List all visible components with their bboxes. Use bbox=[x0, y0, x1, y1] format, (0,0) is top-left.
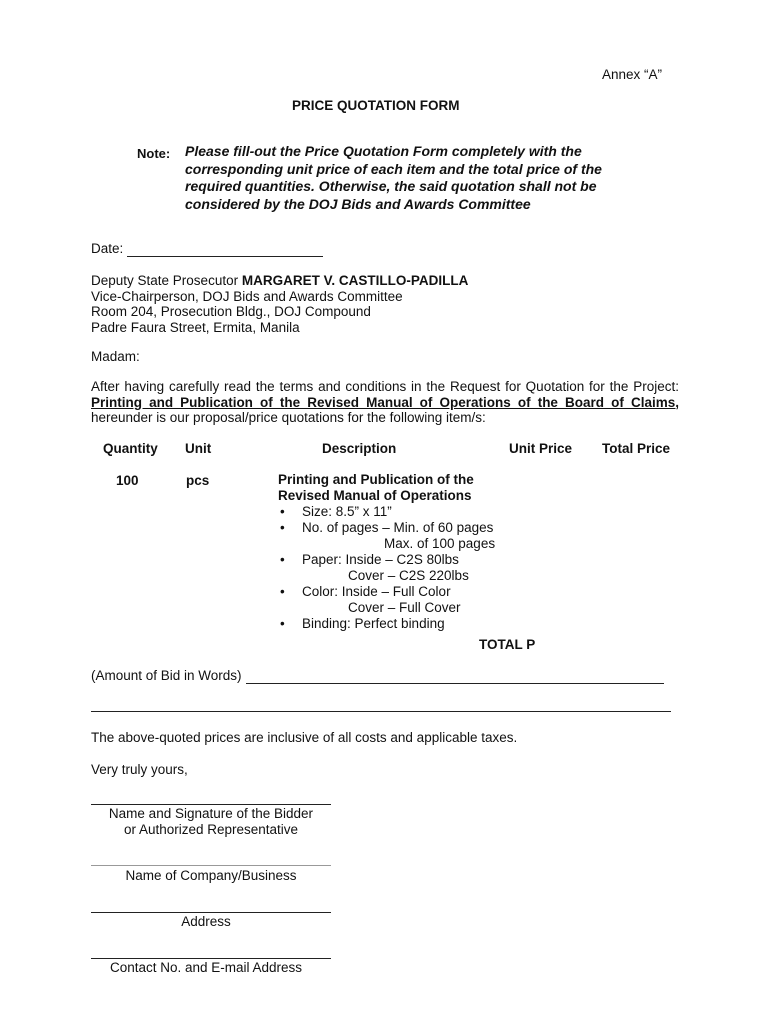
salutation: Madam: bbox=[91, 349, 140, 364]
total-label: TOTAL P bbox=[479, 637, 536, 652]
amount-words-field[interactable] bbox=[246, 670, 664, 684]
spec-list-paper bbox=[278, 552, 495, 568]
item-title-line2: Revised Manual of Operations bbox=[278, 488, 472, 503]
addressee-prefix: Deputy State Prosecutor bbox=[91, 273, 242, 288]
intro-paragraph bbox=[91, 379, 679, 426]
header-total-price: Total Price bbox=[602, 441, 671, 456]
addressee-room: Room 204, Prosecution Bldg., DOJ Compound bbox=[91, 304, 371, 319]
form-title: PRICE QUOTATION FORM bbox=[292, 98, 460, 113]
spec-size: • Size: 8.5” x 11” bbox=[278, 504, 495, 520]
outro-text: hereunder is our proposal/price quotations for the following item/s: bbox=[91, 410, 486, 425]
header-unit: Unit bbox=[185, 441, 212, 456]
spec-paper: • Paper: Inside – C2S 80lbs bbox=[278, 552, 495, 568]
spec-list-binding bbox=[278, 616, 495, 632]
addressee-block bbox=[91, 273, 468, 335]
row-description bbox=[278, 472, 495, 632]
date-row bbox=[91, 241, 323, 257]
spec-list bbox=[278, 504, 495, 536]
project-name: Printing and Publication of the Revised Manual of Operations of the Board of Claims, bbox=[91, 394, 679, 410]
amount-words-row bbox=[91, 668, 664, 684]
spec-binding: • Binding: Perfect binding bbox=[278, 616, 495, 632]
bidder-label-line2: or Authorized Representative bbox=[123, 822, 299, 837]
inclusive-note: The above-quoted prices are inclusive of all costs and applicable taxes. bbox=[91, 730, 518, 745]
bidder-label-line1: Name and Signature of the Bidder bbox=[108, 806, 314, 821]
addressee-street: Padre Faura Street, Ermita, Manila bbox=[91, 319, 300, 335]
date-field[interactable] bbox=[127, 243, 323, 257]
company-label: Name of Company/Business bbox=[125, 868, 297, 883]
addressee-name: MARGARET V. CASTILLO-PADILLA bbox=[241, 273, 469, 288]
address-line[interactable] bbox=[91, 912, 331, 913]
spec-color-cover: Cover – Full Cover bbox=[348, 600, 461, 615]
contact-line[interactable] bbox=[91, 958, 331, 959]
spec-list-color bbox=[278, 584, 495, 600]
note-text: Please fill-out the Price Quotation Form completely with the corresponding unit price of each item and the total price of the required quantities. Otherwise, the said quotation shall not be considered by the DOJ Bids and Awards Committee bbox=[185, 143, 602, 212]
row-quantity: 100 bbox=[116, 473, 139, 488]
row-unit: pcs bbox=[186, 473, 210, 488]
spec-color: • Color: Inside – Full Color bbox=[278, 584, 495, 600]
spec-pages-max: Max. of 100 pages bbox=[384, 536, 496, 551]
intro-text: After having carefully read the terms and conditions in the Request for Quotation for the Project: bbox=[91, 379, 679, 394]
bidder-signature-label bbox=[91, 806, 331, 838]
company-line[interactable] bbox=[91, 865, 331, 866]
note-label: Note: bbox=[137, 146, 171, 161]
contact-label: Contact No. and E-mail Address bbox=[109, 960, 303, 975]
spec-pages: • No. of pages – Min. of 60 pages bbox=[278, 520, 495, 536]
closing: Very truly yours, bbox=[91, 762, 188, 777]
spec-paper-cover: Cover – C2S 220lbs bbox=[348, 568, 469, 583]
header-quantity: Quantity bbox=[103, 441, 158, 456]
date-label: Date: bbox=[91, 241, 124, 256]
addressee-position: Vice-Chairperson, DOJ Bids and Awards Committee bbox=[91, 288, 403, 304]
annex-label: Annex “A” bbox=[602, 67, 663, 82]
amount-words-second-line[interactable] bbox=[91, 711, 671, 712]
header-unit-price: Unit Price bbox=[509, 441, 573, 456]
address-label: Address bbox=[181, 914, 231, 929]
bidder-signature-line[interactable] bbox=[91, 804, 331, 805]
addressee-name-line bbox=[91, 273, 468, 289]
item-title-line1: Printing and Publication of the bbox=[278, 472, 474, 487]
header-description: Description bbox=[322, 441, 397, 456]
amount-words-label: (Amount of Bid in Words) bbox=[91, 668, 242, 683]
